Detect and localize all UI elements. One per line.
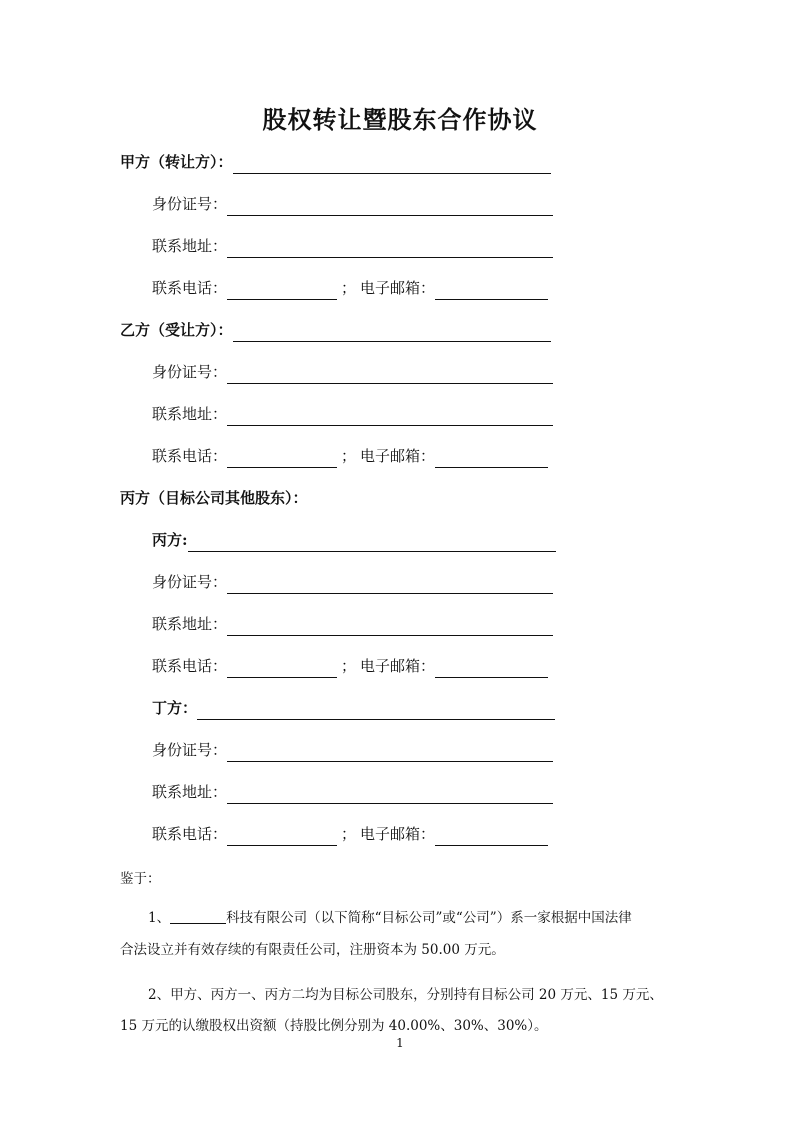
party-a-phone-label: 联系电话： bbox=[152, 279, 228, 297]
party-c1-row bbox=[152, 528, 556, 552]
party-d-row bbox=[152, 696, 555, 720]
party-d-address-field[interactable] bbox=[227, 783, 553, 804]
party-b-address-field[interactable] bbox=[227, 405, 553, 426]
party-a-email-field[interactable] bbox=[435, 279, 548, 300]
party-b-phone-field[interactable] bbox=[227, 447, 337, 468]
party-a-label: 甲方（转让方）： bbox=[120, 153, 233, 171]
party-d-phone-label: 联系电话： bbox=[152, 825, 228, 843]
recital-item-1-line-1 bbox=[120, 901, 690, 935]
separator: ； bbox=[341, 657, 357, 675]
party-d-phone-field[interactable] bbox=[227, 825, 337, 846]
party-c1-name-field[interactable] bbox=[188, 531, 556, 552]
party-a-id-row bbox=[152, 192, 553, 216]
party-c1-contact-row bbox=[152, 654, 548, 678]
party-c1-phone-label: 联系电话： bbox=[152, 657, 228, 675]
party-c-group-row bbox=[120, 486, 308, 510]
party-d-id-label: 身份证号： bbox=[152, 741, 228, 759]
page-title: 股权转让暨股东合作协议 bbox=[262, 105, 538, 134]
party-a-id-label: 身份证号： bbox=[152, 195, 228, 213]
recital-item-1-prefix: 1、 bbox=[148, 910, 171, 926]
party-c1-email-field[interactable] bbox=[435, 657, 548, 678]
party-b-phone-label: 联系电话： bbox=[152, 447, 228, 465]
party-c1-address-row bbox=[152, 612, 553, 636]
party-d-label: 丁方： bbox=[152, 699, 198, 717]
party-a-address-row bbox=[152, 234, 553, 258]
recital-item-2-line-2: 15 万元的认缴股权出资额（持股比例分别为 40.00%、30%、30%）。 bbox=[120, 1018, 548, 1034]
party-c1-id-label: 身份证号： bbox=[152, 573, 228, 591]
page-number: 1 bbox=[396, 1036, 404, 1050]
party-b-address-label: 联系地址： bbox=[152, 405, 228, 423]
party-c1-label: 丙方: bbox=[152, 531, 188, 549]
recital-item-2-line-1: 2、甲方、丙方一、丙方二均为目标公司股东，分别持有目标公司 20 万元、15 万元、 bbox=[148, 987, 663, 1003]
party-b-id-field[interactable] bbox=[227, 363, 553, 384]
party-d-name-field[interactable] bbox=[197, 699, 555, 720]
party-b-address-row bbox=[152, 402, 553, 426]
party-b-row bbox=[120, 318, 551, 342]
party-b-name-field[interactable] bbox=[233, 321, 551, 342]
separator: ； bbox=[341, 825, 357, 843]
party-a-email-label: 电子邮箱： bbox=[360, 279, 436, 297]
party-a-row bbox=[120, 150, 551, 174]
party-a-id-field[interactable] bbox=[227, 195, 553, 216]
recital-item-1-line-2: 合法设立并有效存续的有限责任公司，注册资本为 50.00 万元。 bbox=[120, 942, 505, 958]
party-d-email-field[interactable] bbox=[435, 825, 548, 846]
party-d-address-label: 联系地址： bbox=[152, 783, 228, 801]
party-a-address-field[interactable] bbox=[227, 237, 553, 258]
party-b-email-label: 电子邮箱： bbox=[360, 447, 436, 465]
party-a-address-label: 联系地址： bbox=[152, 237, 228, 255]
party-b-id-row bbox=[152, 360, 553, 384]
party-d-id-field[interactable] bbox=[227, 741, 553, 762]
party-d-address-row bbox=[152, 780, 553, 804]
party-b-id-label: 身份证号： bbox=[152, 363, 228, 381]
separator: ； bbox=[341, 447, 357, 465]
party-a-name-field[interactable] bbox=[233, 153, 551, 174]
party-b-contact-row bbox=[152, 444, 548, 468]
party-c1-phone-field[interactable] bbox=[227, 657, 337, 678]
party-c1-email-label: 电子邮箱： bbox=[360, 657, 436, 675]
party-d-id-row bbox=[152, 738, 553, 762]
recital-item-1-text: 科技有限公司（以下简称“目标公司”或“公司”）系一家根据中国法律 bbox=[226, 910, 632, 926]
recitals-heading: 鉴于： bbox=[120, 871, 161, 887]
party-b-label: 乙方（受让方）： bbox=[120, 321, 233, 339]
party-a-phone-field[interactable] bbox=[227, 279, 337, 300]
party-d-email-label: 电子邮箱： bbox=[360, 825, 436, 843]
separator: ； bbox=[341, 279, 357, 297]
party-c1-address-label: 联系地址： bbox=[152, 615, 228, 633]
party-c1-address-field[interactable] bbox=[227, 615, 553, 636]
company-name-field[interactable] bbox=[170, 907, 226, 924]
party-c1-id-row bbox=[152, 570, 553, 594]
party-a-contact-row bbox=[152, 276, 548, 300]
party-b-email-field[interactable] bbox=[435, 447, 548, 468]
party-c1-id-field[interactable] bbox=[227, 573, 553, 594]
party-d-contact-row bbox=[152, 822, 548, 846]
party-c-group-label: 丙方（目标公司其他股东）： bbox=[120, 489, 308, 507]
